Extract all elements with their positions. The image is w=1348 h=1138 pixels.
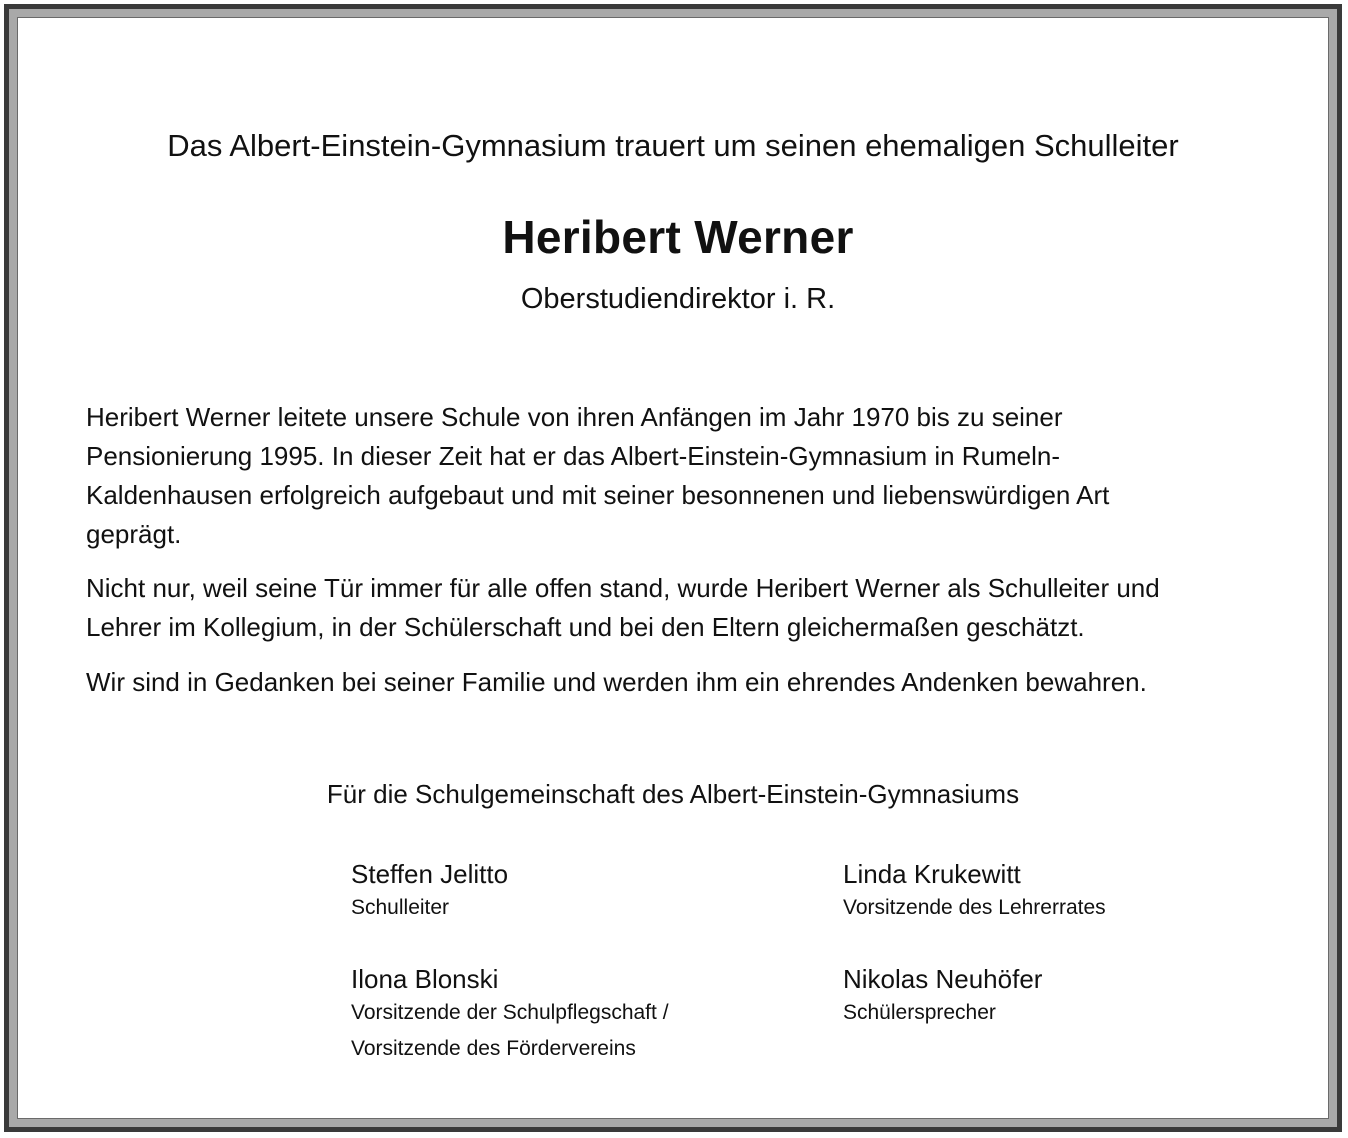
paragraph-line: Nicht nur, weil seine Tür immer für alle offen stand, wurde Heribert Werner als Schulleiter und (86, 573, 1160, 603)
paragraph-line: Pensionierung 1995. In dieser Zeit hat er das Albert-Einstein-Gymnasium in Rumeln- (86, 441, 1061, 471)
deceased-title: Oberstudiendirektor i. R. (520, 283, 836, 315)
closing-line: Für die Schulgemeinschaft des Albert-Einstein-Gymnasiums (326, 779, 1020, 809)
signatory-role: Vorsitzende des Lehrerrates (843, 896, 1106, 919)
paragraph-line: Heribert Werner leitete unsere Schule von ihren Anfängen im Jahr 1970 bis zu seiner (86, 402, 1063, 432)
signatory-role: Schülersprecher (843, 1001, 996, 1024)
notice-panel (17, 17, 1329, 1119)
paragraph-condolence (86, 663, 1316, 702)
signatory-name: Steffen Jelitto (351, 859, 509, 889)
notice-intro: Das Albert-Einstein-Gymnasium trauert um seinen ehemaligen Schulleiter (167, 128, 1179, 163)
deceased-name: Heribert Werner (502, 211, 854, 263)
paragraph-line: Kaldenhausen erfolgreich aufgebaut und mit seiner besonnenen und liebenswürdigen Art (86, 480, 1110, 510)
paragraph-line: Wir sind in Gedanken bei seiner Familie und werden ihm ein ehrendes Andenken bewahren. (86, 667, 1147, 697)
signatory-name: Nikolas Neuhöfer (843, 964, 1043, 994)
mourning-border (4, 4, 1342, 1132)
paragraph-tenure (86, 398, 1316, 554)
signatory-name: Linda Krukewitt (843, 859, 1021, 889)
signatory-role: Vorsitzende der Schulpflegschaft / (351, 1001, 669, 1024)
signatory-name: Ilona Blonski (351, 964, 499, 994)
paragraph-line: geprägt. (86, 519, 182, 549)
signatory-role: Vorsitzende des Fördervereins (351, 1037, 636, 1060)
signatory-role: Schulleiter (351, 896, 450, 919)
paragraph-appreciation (86, 569, 1316, 647)
paragraph-line: Lehrer im Kollegium, in der Schülerschaft und bei den Eltern gleichermaßen geschätzt. (86, 612, 1085, 642)
